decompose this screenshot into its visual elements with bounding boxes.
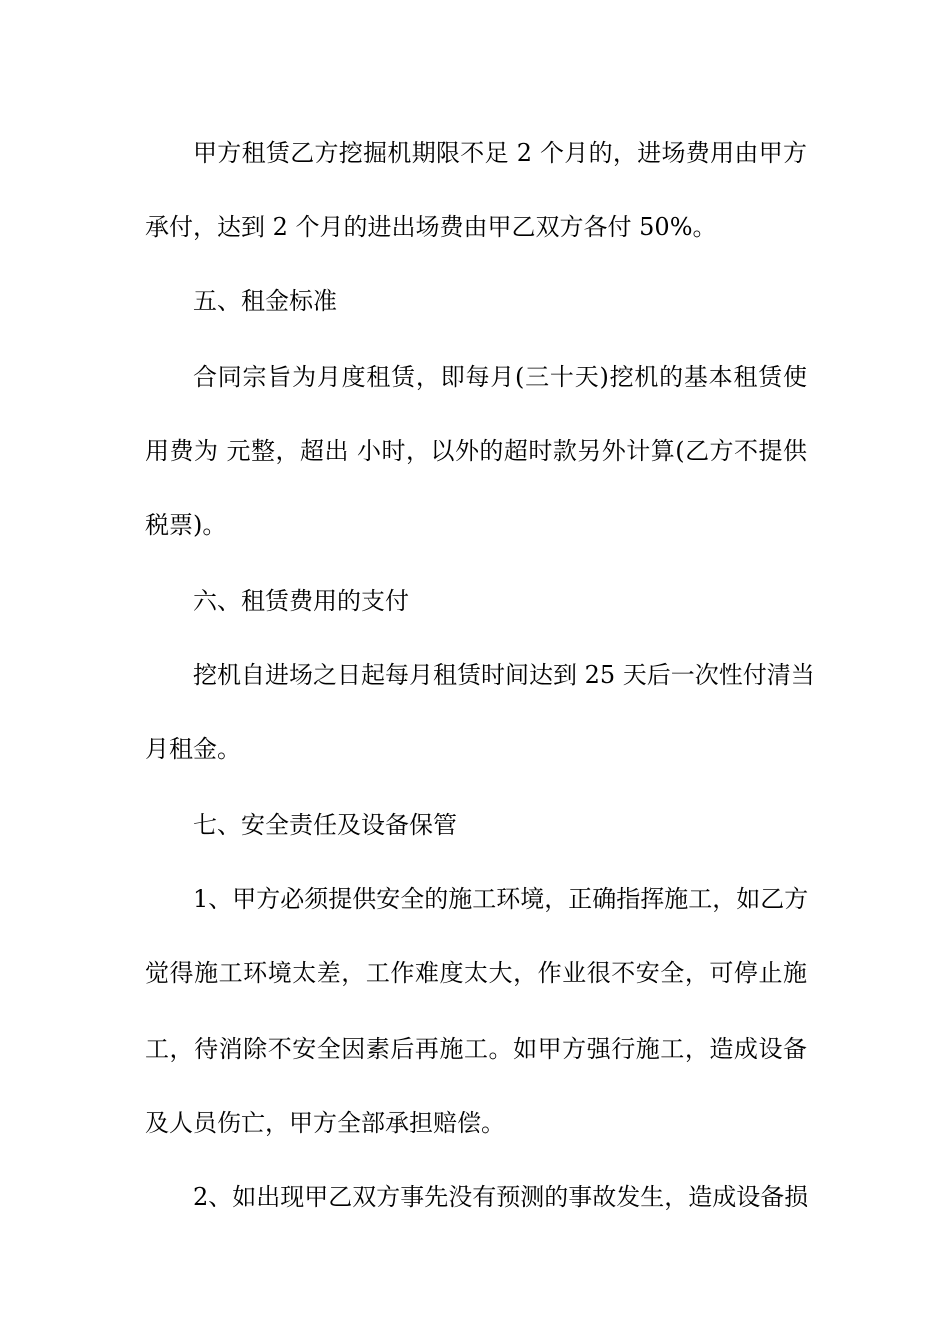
paragraph-line: 承付，达到 2 个月的进出场费由甲乙双方各付 50%。 (145, 213, 717, 241)
paragraph-line: 月租金。 (145, 735, 241, 763)
paragraph-line: 甲方租赁乙方挖掘机期限不足 2 个月的，进场费用由甲方 (193, 139, 807, 167)
paragraph-line: 合同宗旨为月度租赁，即每月(三十天)挖机的基本租赁使 (193, 363, 807, 391)
paragraph-line: 税票)。 (145, 511, 227, 539)
paragraph-line: 工，待消除不安全因素后再施工。如甲方强行施工，造成设备 (145, 1035, 807, 1063)
section-heading: 七、安全责任及设备保管 (193, 811, 457, 839)
paragraph-line: 挖机自进场之日起每月租赁时间达到 25 天后一次性付清当 (193, 661, 815, 689)
paragraph-line: 2、如出现甲乙双方事先没有预测的事故发生，造成设备损 (193, 1183, 809, 1211)
paragraph-line: 及人员伤亡，甲方全部承担赔偿。 (145, 1109, 505, 1137)
paragraph-line: 觉得施工环境太差，工作难度太大，作业很不安全，可停止施 (145, 959, 807, 987)
section-heading: 六、租赁费用的支付 (193, 587, 409, 615)
paragraph-line: 1、甲方必须提供安全的施工环境，正确指挥施工，如乙方 (193, 885, 809, 913)
paragraph-line: 用费为 元整，超出 小时，以外的超时款另外计算(乙方不提供 (145, 437, 807, 465)
section-heading: 五、租金标准 (193, 287, 337, 315)
